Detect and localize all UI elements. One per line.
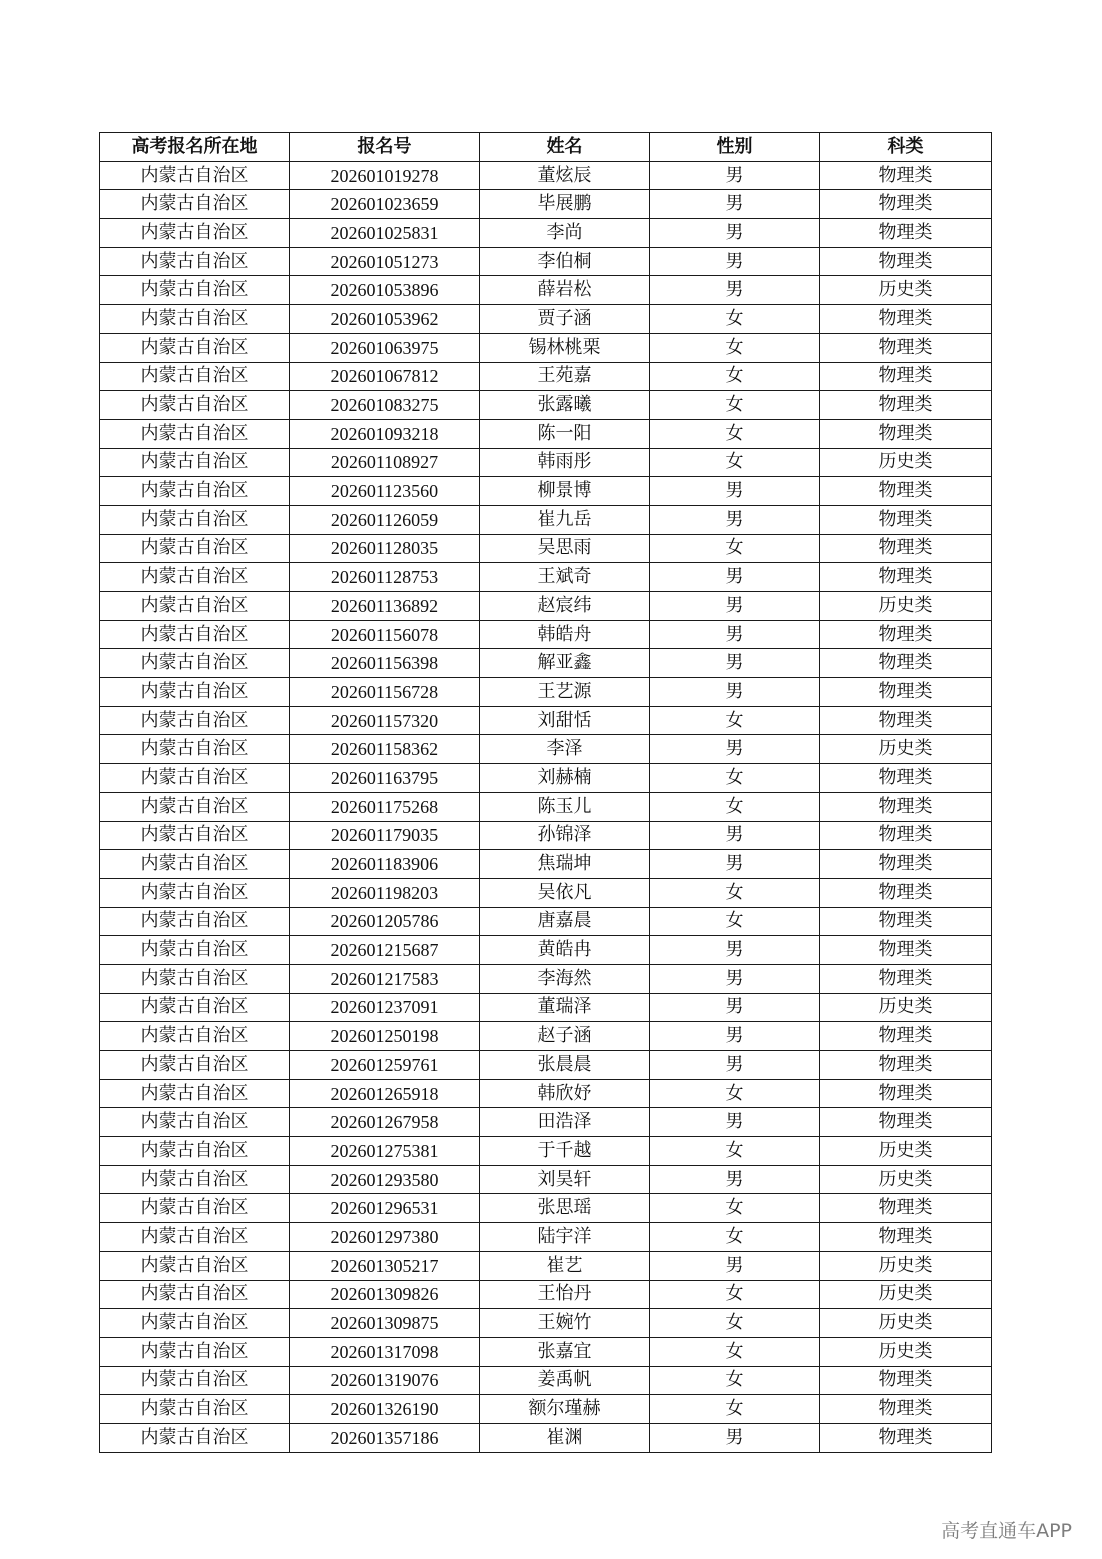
- table-row: [100, 276, 992, 305]
- cell-region: 内蒙古自治区: [100, 592, 290, 621]
- cell-name: 解亚鑫: [480, 649, 650, 678]
- cell-registration-number: 202601019278: [290, 161, 480, 190]
- cell-region: 内蒙古自治区: [100, 993, 290, 1022]
- cell-subject-category: 历史类: [820, 993, 992, 1022]
- cell-name: 锡林桃栗: [480, 333, 650, 362]
- cell-region: 内蒙古自治区: [100, 964, 290, 993]
- header-name: 姓名: [480, 133, 650, 162]
- cell-registration-number: 202601237091: [290, 993, 480, 1022]
- cell-gender: 女: [650, 448, 820, 477]
- cell-gender: 男: [650, 1051, 820, 1080]
- cell-subject-category: 物理类: [820, 391, 992, 420]
- cell-subject-category: 物理类: [820, 505, 992, 534]
- cell-gender: 男: [650, 936, 820, 965]
- cell-name: 崔渊: [480, 1423, 650, 1452]
- table-row: [100, 419, 992, 448]
- table-row: [100, 1280, 992, 1309]
- watermark-text: 高考直通车APP: [941, 1520, 1072, 1542]
- cell-registration-number: 202601053896: [290, 276, 480, 305]
- cell-region: 内蒙古自治区: [100, 1251, 290, 1280]
- cell-name: 董瑞泽: [480, 993, 650, 1022]
- cell-registration-number: 202601205786: [290, 907, 480, 936]
- table-row: [100, 1108, 992, 1137]
- cell-region: 内蒙古自治区: [100, 333, 290, 362]
- table-row: [100, 1395, 992, 1424]
- cell-region: 内蒙古自治区: [100, 190, 290, 219]
- cell-registration-number: 202601267958: [290, 1108, 480, 1137]
- cell-gender: 男: [650, 821, 820, 850]
- cell-subject-category: 物理类: [820, 190, 992, 219]
- cell-gender: 男: [650, 1108, 820, 1137]
- cell-subject-category: 物理类: [820, 563, 992, 592]
- table-row: [100, 735, 992, 764]
- cell-gender: 女: [650, 419, 820, 448]
- table-row: [100, 219, 992, 248]
- cell-region: 内蒙古自治区: [100, 1366, 290, 1395]
- cell-region: 内蒙古自治区: [100, 477, 290, 506]
- cell-registration-number: 202601063975: [290, 333, 480, 362]
- cell-region: 内蒙古自治区: [100, 534, 290, 563]
- cell-name: 吴依凡: [480, 878, 650, 907]
- cell-name: 崔九岳: [480, 505, 650, 534]
- table-row: [100, 1337, 992, 1366]
- cell-name: 王婉竹: [480, 1309, 650, 1338]
- cell-registration-number: 202601179035: [290, 821, 480, 850]
- table-row: [100, 563, 992, 592]
- cell-gender: 男: [650, 993, 820, 1022]
- cell-name: 王苑嘉: [480, 362, 650, 391]
- cell-registration-number: 202601250198: [290, 1022, 480, 1051]
- cell-name: 陆宇洋: [480, 1223, 650, 1252]
- cell-name: 陈玉儿: [480, 792, 650, 821]
- cell-gender: 男: [650, 735, 820, 764]
- table-row: [100, 247, 992, 276]
- cell-name: 李尚: [480, 219, 650, 248]
- cell-region: 内蒙古自治区: [100, 1022, 290, 1051]
- cell-gender: 女: [650, 1366, 820, 1395]
- table-row: [100, 792, 992, 821]
- cell-name: 刘昊轩: [480, 1165, 650, 1194]
- cell-subject-category: 物理类: [820, 792, 992, 821]
- table-row: [100, 936, 992, 965]
- table-row: [100, 993, 992, 1022]
- table-row: [100, 1223, 992, 1252]
- table-row: [100, 1309, 992, 1338]
- cell-region: 内蒙古自治区: [100, 419, 290, 448]
- cell-registration-number: 202601051273: [290, 247, 480, 276]
- cell-registration-number: 202601053962: [290, 305, 480, 334]
- cell-registration-number: 202601128753: [290, 563, 480, 592]
- cell-region: 内蒙古自治区: [100, 1137, 290, 1166]
- table-row: [100, 878, 992, 907]
- table-row: [100, 964, 992, 993]
- cell-name: 王怡丹: [480, 1280, 650, 1309]
- cell-gender: 女: [650, 1395, 820, 1424]
- table-row: [100, 764, 992, 793]
- cell-name: 张晨晨: [480, 1051, 650, 1080]
- cell-registration-number: 202601293580: [290, 1165, 480, 1194]
- cell-gender: 女: [650, 333, 820, 362]
- cell-gender: 女: [650, 391, 820, 420]
- cell-region: 内蒙古自治区: [100, 620, 290, 649]
- cell-name: 贾子涵: [480, 305, 650, 334]
- cell-registration-number: 202601025831: [290, 219, 480, 248]
- cell-gender: 男: [650, 1251, 820, 1280]
- header-region: 高考报名所在地: [100, 133, 290, 162]
- cell-registration-number: 202601309875: [290, 1309, 480, 1338]
- table-row: [100, 1051, 992, 1080]
- cell-region: 内蒙古自治区: [100, 936, 290, 965]
- cell-gender: 男: [650, 190, 820, 219]
- cell-gender: 男: [650, 592, 820, 621]
- cell-subject-category: 物理类: [820, 821, 992, 850]
- cell-region: 内蒙古自治区: [100, 792, 290, 821]
- cell-registration-number: 202601175268: [290, 792, 480, 821]
- table-row: [100, 1251, 992, 1280]
- cell-gender: 女: [650, 1137, 820, 1166]
- cell-registration-number: 202601183906: [290, 850, 480, 879]
- cell-gender: 女: [650, 1223, 820, 1252]
- cell-gender: 女: [650, 534, 820, 563]
- table-row: [100, 706, 992, 735]
- cell-subject-category: 历史类: [820, 1309, 992, 1338]
- cell-region: 内蒙古自治区: [100, 1079, 290, 1108]
- cell-name: 赵宸纬: [480, 592, 650, 621]
- cell-name: 刘甜恬: [480, 706, 650, 735]
- cell-registration-number: 202601198203: [290, 878, 480, 907]
- cell-name: 李泽: [480, 735, 650, 764]
- cell-region: 内蒙古自治区: [100, 305, 290, 334]
- cell-subject-category: 物理类: [820, 1022, 992, 1051]
- cell-registration-number: 202601158362: [290, 735, 480, 764]
- cell-name: 张嘉宜: [480, 1337, 650, 1366]
- cell-gender: 男: [650, 247, 820, 276]
- table-body: [100, 161, 992, 1452]
- cell-gender: 男: [650, 1165, 820, 1194]
- table-row: [100, 448, 992, 477]
- table-row: [100, 161, 992, 190]
- cell-subject-category: 物理类: [820, 219, 992, 248]
- cell-region: 内蒙古自治区: [100, 247, 290, 276]
- cell-subject-category: 历史类: [820, 1137, 992, 1166]
- cell-name: 韩欣妤: [480, 1079, 650, 1108]
- cell-registration-number: 202601126059: [290, 505, 480, 534]
- cell-gender: 男: [650, 219, 820, 248]
- cell-gender: 男: [650, 1022, 820, 1051]
- cell-gender: 女: [650, 878, 820, 907]
- table-row: [100, 333, 992, 362]
- cell-region: 内蒙古自治区: [100, 1395, 290, 1424]
- cell-registration-number: 202601317098: [290, 1337, 480, 1366]
- cell-gender: 男: [650, 964, 820, 993]
- cell-name: 张露曦: [480, 391, 650, 420]
- cell-subject-category: 物理类: [820, 649, 992, 678]
- cell-registration-number: 202601093218: [290, 419, 480, 448]
- table-row: [100, 907, 992, 936]
- cell-registration-number: 202601326190: [290, 1395, 480, 1424]
- cell-registration-number: 202601217583: [290, 964, 480, 993]
- table-row: [100, 620, 992, 649]
- cell-registration-number: 202601128035: [290, 534, 480, 563]
- cell-subject-category: 历史类: [820, 448, 992, 477]
- cell-name: 王斌奇: [480, 563, 650, 592]
- cell-subject-category: 物理类: [820, 362, 992, 391]
- cell-subject-category: 物理类: [820, 878, 992, 907]
- cell-gender: 男: [650, 620, 820, 649]
- cell-subject-category: 物理类: [820, 620, 992, 649]
- table-row: [100, 305, 992, 334]
- table-row: [100, 649, 992, 678]
- cell-subject-category: 历史类: [820, 276, 992, 305]
- cell-region: 内蒙古自治区: [100, 1309, 290, 1338]
- cell-name: 薛岩松: [480, 276, 650, 305]
- cell-gender: 女: [650, 362, 820, 391]
- cell-subject-category: 历史类: [820, 1251, 992, 1280]
- cell-region: 内蒙古自治区: [100, 161, 290, 190]
- cell-gender: 女: [650, 706, 820, 735]
- cell-region: 内蒙古自治区: [100, 1165, 290, 1194]
- cell-gender: 女: [650, 1337, 820, 1366]
- cell-registration-number: 202601123560: [290, 477, 480, 506]
- cell-subject-category: 物理类: [820, 333, 992, 362]
- cell-gender: 女: [650, 1280, 820, 1309]
- cell-registration-number: 202601067812: [290, 362, 480, 391]
- cell-subject-category: 物理类: [820, 1223, 992, 1252]
- cell-name: 额尔瑾赫: [480, 1395, 650, 1424]
- cell-subject-category: 物理类: [820, 1051, 992, 1080]
- cell-region: 内蒙古自治区: [100, 706, 290, 735]
- cell-name: 孙锦泽: [480, 821, 650, 850]
- cell-subject-category: 物理类: [820, 706, 992, 735]
- cell-subject-category: 物理类: [820, 247, 992, 276]
- cell-subject-category: 物理类: [820, 1366, 992, 1395]
- cell-gender: 男: [650, 505, 820, 534]
- cell-registration-number: 202601083275: [290, 391, 480, 420]
- cell-subject-category: 物理类: [820, 678, 992, 707]
- cell-registration-number: 202601163795: [290, 764, 480, 793]
- table-row: [100, 1022, 992, 1051]
- cell-gender: 男: [650, 649, 820, 678]
- table-row: [100, 1165, 992, 1194]
- table-row: [100, 391, 992, 420]
- cell-registration-number: 202601108927: [290, 448, 480, 477]
- cell-subject-category: 物理类: [820, 850, 992, 879]
- admission-table: [99, 132, 992, 1453]
- cell-name: 吴思雨: [480, 534, 650, 563]
- cell-registration-number: 202601259761: [290, 1051, 480, 1080]
- table-header-row: [100, 133, 992, 162]
- table-row: [100, 678, 992, 707]
- header-subject-category: 科类: [820, 133, 992, 162]
- cell-name: 黄皓冉: [480, 936, 650, 965]
- cell-name: 柳景博: [480, 477, 650, 506]
- cell-registration-number: 202601297380: [290, 1223, 480, 1252]
- cell-region: 内蒙古自治区: [100, 219, 290, 248]
- cell-gender: 女: [650, 792, 820, 821]
- cell-registration-number: 202601023659: [290, 190, 480, 219]
- cell-name: 韩皓舟: [480, 620, 650, 649]
- cell-registration-number: 202601157320: [290, 706, 480, 735]
- cell-registration-number: 202601136892: [290, 592, 480, 621]
- cell-region: 内蒙古自治区: [100, 821, 290, 850]
- cell-region: 内蒙古自治区: [100, 362, 290, 391]
- cell-gender: 女: [650, 764, 820, 793]
- cell-region: 内蒙古自治区: [100, 850, 290, 879]
- header-gender: 性别: [650, 133, 820, 162]
- cell-subject-category: 历史类: [820, 1280, 992, 1309]
- cell-registration-number: 202601296531: [290, 1194, 480, 1223]
- table-row: [100, 592, 992, 621]
- cell-gender: 男: [650, 850, 820, 879]
- cell-region: 内蒙古自治区: [100, 1051, 290, 1080]
- cell-subject-category: 物理类: [820, 936, 992, 965]
- cell-name: 陈一阳: [480, 419, 650, 448]
- cell-gender: 女: [650, 1079, 820, 1108]
- cell-registration-number: 202601319076: [290, 1366, 480, 1395]
- cell-region: 内蒙古自治区: [100, 1423, 290, 1452]
- cell-name: 姜禹帆: [480, 1366, 650, 1395]
- cell-region: 内蒙古自治区: [100, 1194, 290, 1223]
- table-row: [100, 477, 992, 506]
- cell-region: 内蒙古自治区: [100, 391, 290, 420]
- cell-subject-category: 历史类: [820, 735, 992, 764]
- cell-region: 内蒙古自治区: [100, 907, 290, 936]
- cell-name: 赵子涵: [480, 1022, 650, 1051]
- cell-registration-number: 202601156078: [290, 620, 480, 649]
- cell-gender: 男: [650, 161, 820, 190]
- cell-subject-category: 物理类: [820, 1423, 992, 1452]
- cell-region: 内蒙古自治区: [100, 505, 290, 534]
- cell-gender: 男: [650, 678, 820, 707]
- cell-region: 内蒙古自治区: [100, 649, 290, 678]
- cell-name: 于千越: [480, 1137, 650, 1166]
- cell-name: 焦瑞坤: [480, 850, 650, 879]
- cell-name: 刘赫楠: [480, 764, 650, 793]
- cell-registration-number: 202601357186: [290, 1423, 480, 1452]
- cell-region: 内蒙古自治区: [100, 276, 290, 305]
- cell-subject-category: 历史类: [820, 592, 992, 621]
- cell-name: 张思瑶: [480, 1194, 650, 1223]
- cell-registration-number: 202601156728: [290, 678, 480, 707]
- table-row: [100, 505, 992, 534]
- cell-name: 唐嘉晨: [480, 907, 650, 936]
- table-row: [100, 190, 992, 219]
- cell-subject-category: 历史类: [820, 1165, 992, 1194]
- table-row: [100, 1423, 992, 1452]
- cell-subject-category: 物理类: [820, 1395, 992, 1424]
- table-row: [100, 821, 992, 850]
- cell-registration-number: 202601265918: [290, 1079, 480, 1108]
- cell-gender: 男: [650, 276, 820, 305]
- cell-gender: 男: [650, 477, 820, 506]
- cell-gender: 女: [650, 305, 820, 334]
- cell-registration-number: 202601215687: [290, 936, 480, 965]
- table-row: [100, 1366, 992, 1395]
- cell-name: 韩雨彤: [480, 448, 650, 477]
- cell-subject-category: 物理类: [820, 964, 992, 993]
- cell-subject-category: 物理类: [820, 764, 992, 793]
- table-row: [100, 534, 992, 563]
- cell-registration-number: 202601156398: [290, 649, 480, 678]
- cell-region: 内蒙古自治区: [100, 764, 290, 793]
- cell-registration-number: 202601275381: [290, 1137, 480, 1166]
- cell-gender: 女: [650, 1309, 820, 1338]
- cell-region: 内蒙古自治区: [100, 448, 290, 477]
- cell-registration-number: 202601305217: [290, 1251, 480, 1280]
- cell-subject-category: 物理类: [820, 907, 992, 936]
- cell-subject-category: 物理类: [820, 305, 992, 334]
- table-row: [100, 850, 992, 879]
- cell-gender: 女: [650, 1194, 820, 1223]
- cell-region: 内蒙古自治区: [100, 1280, 290, 1309]
- cell-subject-category: 物理类: [820, 534, 992, 563]
- table-row: [100, 1137, 992, 1166]
- table-row: [100, 362, 992, 391]
- cell-region: 内蒙古自治区: [100, 1223, 290, 1252]
- table-row: [100, 1194, 992, 1223]
- header-registration-number: 报名号: [290, 133, 480, 162]
- cell-subject-category: 物理类: [820, 1079, 992, 1108]
- cell-name: 李海然: [480, 964, 650, 993]
- cell-region: 内蒙古自治区: [100, 1337, 290, 1366]
- cell-region: 内蒙古自治区: [100, 563, 290, 592]
- cell-name: 崔艺: [480, 1251, 650, 1280]
- cell-region: 内蒙古自治区: [100, 678, 290, 707]
- cell-subject-category: 历史类: [820, 1337, 992, 1366]
- cell-subject-category: 物理类: [820, 1108, 992, 1137]
- cell-registration-number: 202601309826: [290, 1280, 480, 1309]
- cell-gender: 女: [650, 907, 820, 936]
- cell-name: 李伯桐: [480, 247, 650, 276]
- cell-gender: 男: [650, 563, 820, 592]
- table-row: [100, 1079, 992, 1108]
- cell-name: 董炫辰: [480, 161, 650, 190]
- cell-name: 田浩泽: [480, 1108, 650, 1137]
- cell-region: 内蒙古自治区: [100, 735, 290, 764]
- cell-region: 内蒙古自治区: [100, 1108, 290, 1137]
- cell-name: 毕展鹏: [480, 190, 650, 219]
- cell-name: 王艺源: [480, 678, 650, 707]
- cell-subject-category: 物理类: [820, 161, 992, 190]
- cell-region: 内蒙古自治区: [100, 878, 290, 907]
- cell-subject-category: 物理类: [820, 1194, 992, 1223]
- cell-subject-category: 物理类: [820, 419, 992, 448]
- cell-gender: 男: [650, 1423, 820, 1452]
- cell-subject-category: 物理类: [820, 477, 992, 506]
